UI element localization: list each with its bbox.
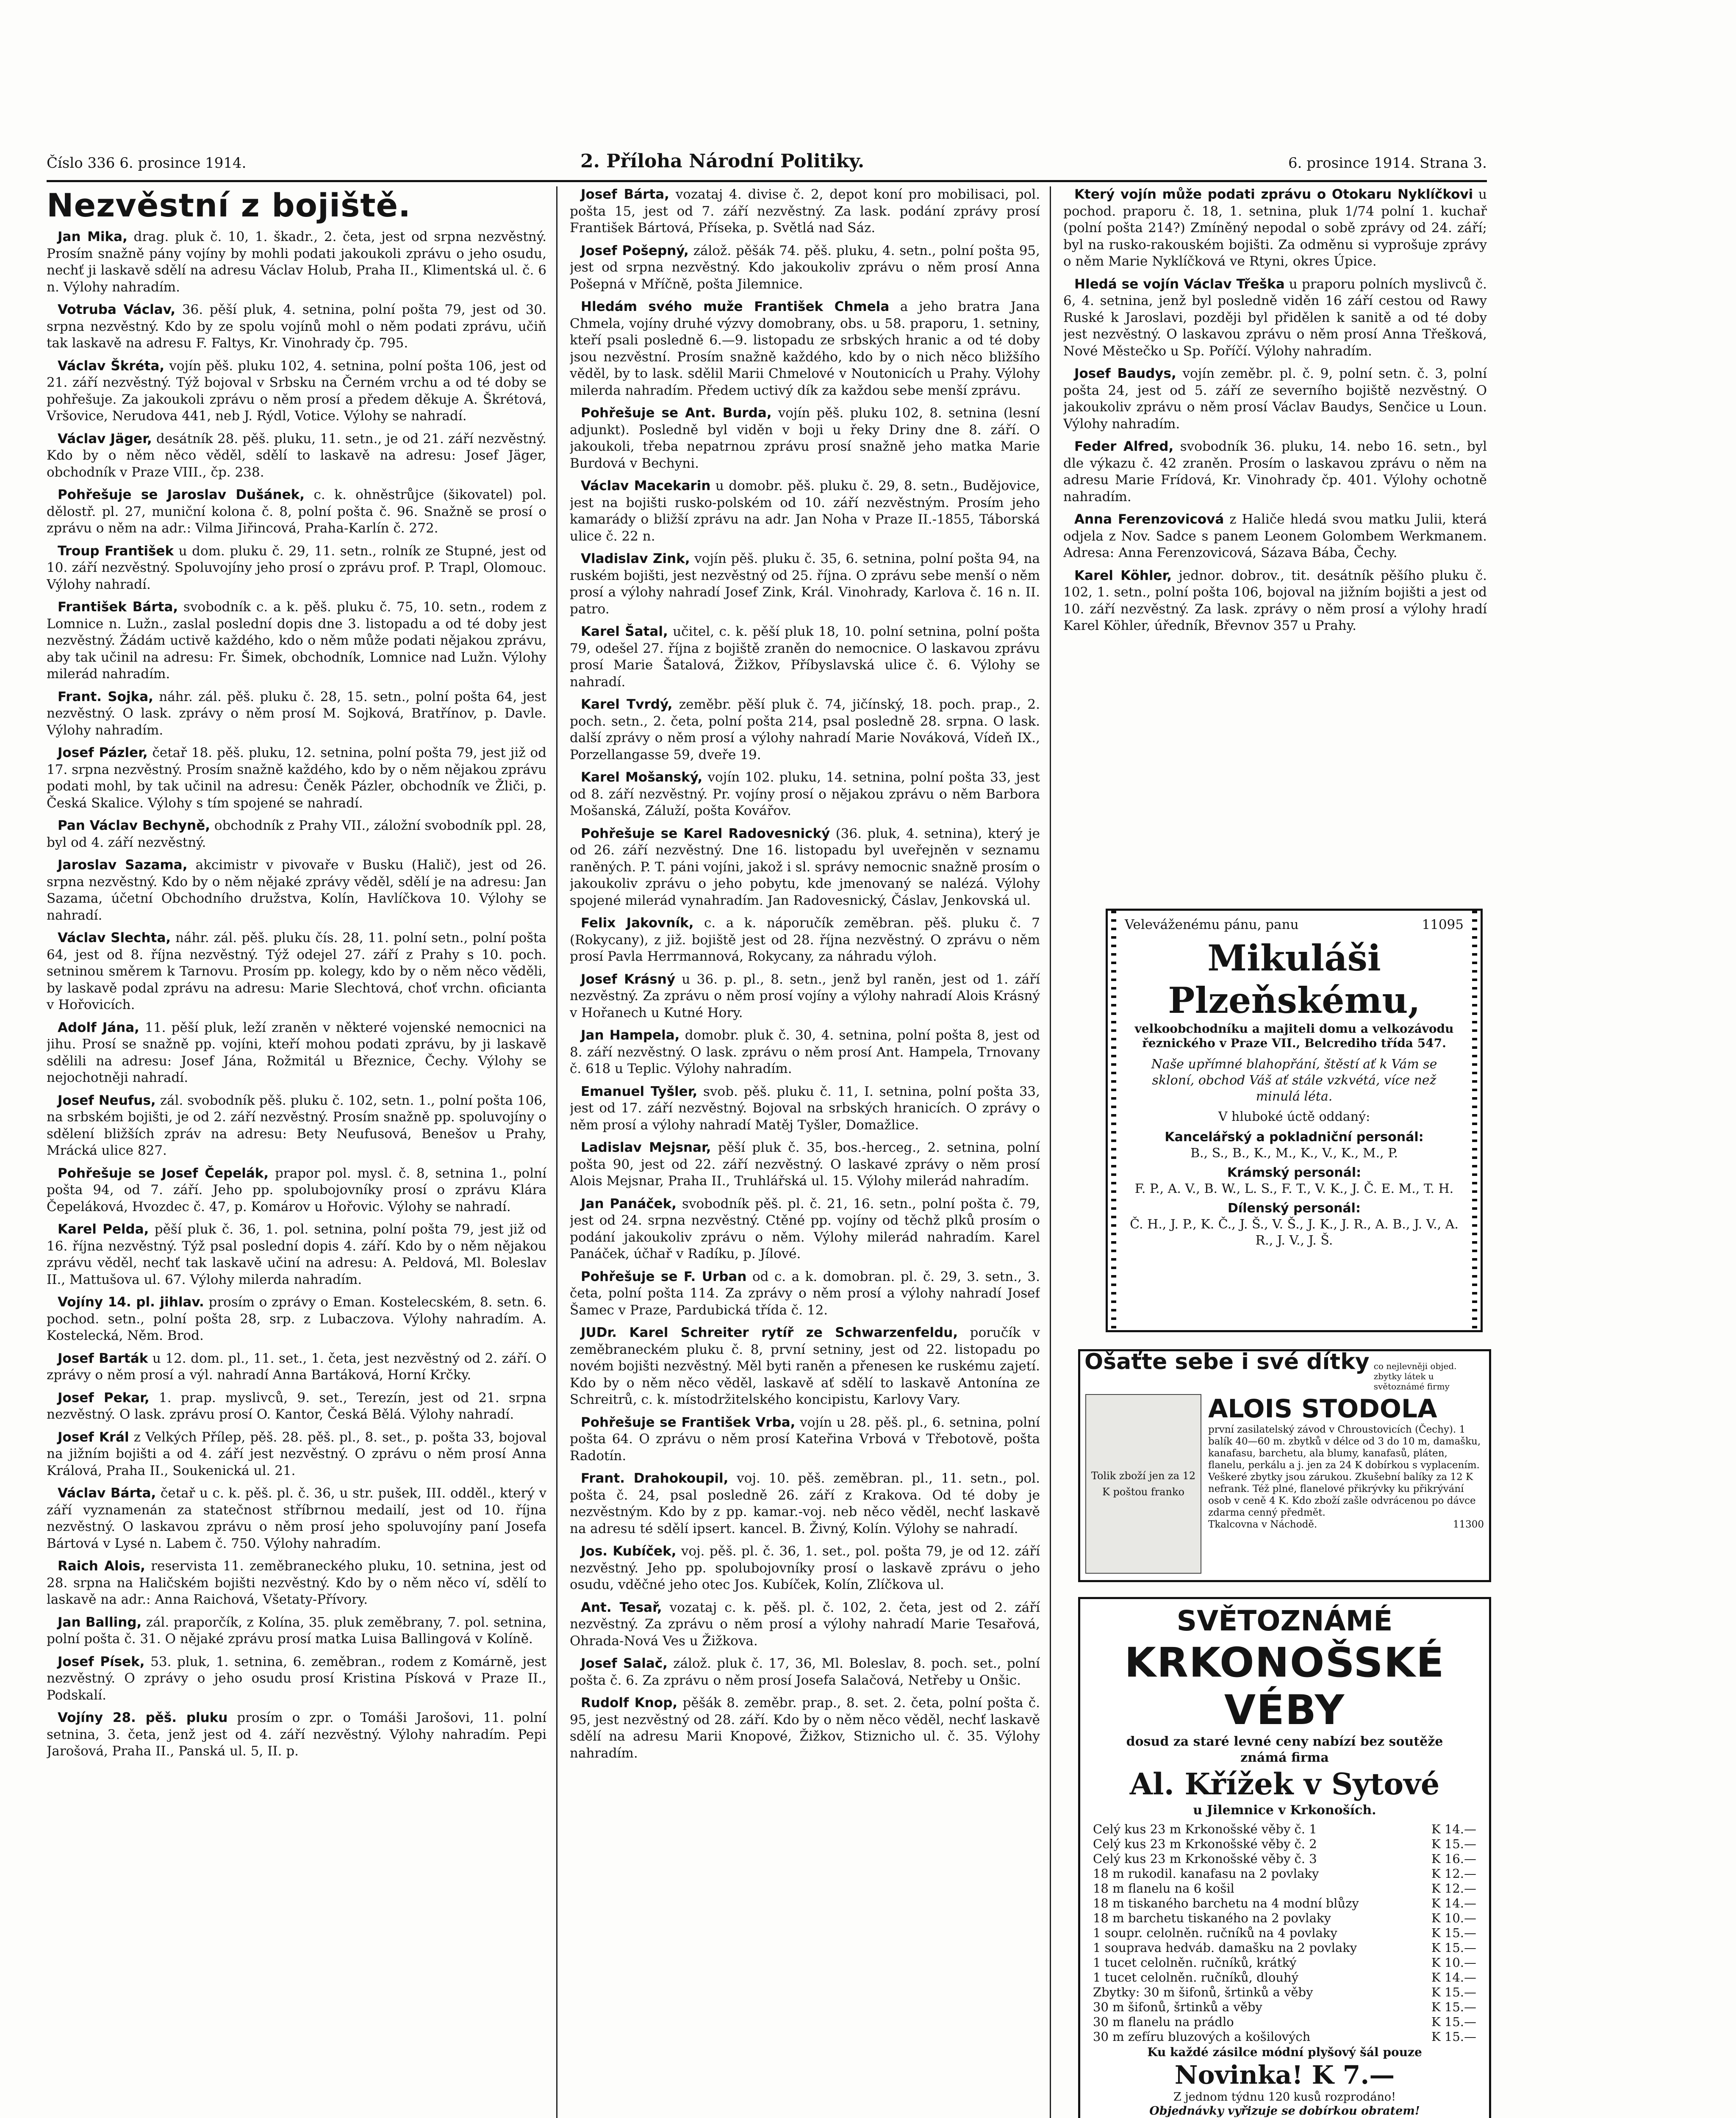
ad1-respect: V hluboké úctě oddaný: [1218,1109,1370,1124]
notice-text: vozataj 4. divise č. 2, depot koní pro mobilisaci, pol. pošta 15, jest od 7. září nezvěstný. Za lask. podání zprávy prosí František Bártová, Příseka, p. Světlá nad Sáz. [570,187,1040,236]
notice-list-col1 [47,229,546,1760]
price-value: K 15.— [1431,1985,1476,1999]
ad2-illustration [1085,1394,1201,1574]
ad2-headline-note: co nejlevněji objed. zbytky látek u světoznámé firmy [1373,1361,1457,1392]
ad-stodola [1078,1349,1491,1582]
price-row [1080,1926,1489,1941]
notice-text: od c. a k. domobran. pl. č. 29, 3. setn., 3. četa, polní pošta 114. Za zprávy o něm prosí a výlohy nahradí Josef Šamec v Praze, Pardubická třída č. 12. [570,1269,1040,1318]
notice-text: 1. prap. myslivců, 9. set., Terezín, jest od 21. srpna nezvěstný. O lask. zprávu prosí O. Kantor, Česká Bělá. Výlohy nahradí. [47,1390,546,1422]
notice-text: a jeho bratra Jana Chmela, vojíny druhé výzvy domobrany, obs. u 58. praporu, 1. setniny, kteří psali posledně 6.—9. listopadu ze srbských hranic a od té doby jsou nezvěstní. Prosím snažně každého, kdo by o nich něco bližšího věděl, by to lask. sdělil Marii Chmelové v Noutonicích u Prahy. Výlohy milerda nahradím. Předem uctivý dík za každou sebe menší zprávu. [570,299,1040,398]
notice-item [570,696,1040,763]
notice-item [570,1196,1040,1263]
notice-text: prosím o zpr. o Tomáši Jarošovi, 11. polní setnina, 3. četa, jenž jest od 4. září nezvěstný. Výlohy nahradím. Pepi Jarošová, Praha II., Panská ul. 5, II. p. [47,1710,546,1759]
price-row [1080,1970,1489,1985]
notice-name: Jan Panáček, [581,1196,677,1211]
notice-list-col3 [1063,186,1487,635]
notice-text: 11. pěší pluk, leží zraněn v některé vojenské nemocnici na jihu. Prosí se snažně pp. vojíni, kteří mohou podati zprávu, by ji laskavě sdělili na adresu: Josef Jána, Rožmitál u Březnice, Čechy. Výlohy se nejochotněji nahradí. [47,1020,546,1085]
notice-name: Frant. Sojka, [58,689,153,704]
ad2-headline: Ošaťte sebe i své dítky [1084,1349,1370,1375]
ad3-line1: SVĚTOZNÁMÉ [1176,1605,1393,1637]
price-row [1080,2029,1489,2044]
notice-item [47,358,546,425]
ad3-line2: KRKONOŠSKÉ VÉBY [1124,1639,1445,1734]
price-label: 18 m rukodil. kanafasu na 2 povlaky [1093,1866,1319,1881]
notice-item [47,1092,546,1159]
notice-item [47,1429,546,1480]
notice-item [47,1165,546,1216]
ad1-workshop-label: Dílenský personál: [1228,1201,1361,1216]
notice-item [570,624,1040,690]
price-value: K 12.— [1431,1866,1476,1881]
notice-item [47,1390,546,1423]
notice-name: Josef Pázler, [58,745,148,760]
notice-name: Pohřešuje se Jaroslav Dušánek, [58,487,305,502]
notice-item [570,1470,1040,1537]
notice-item [47,599,546,683]
price-label: Celý kus 23 m Krkonošské věby č. 2 [1093,1837,1317,1851]
column-divider-1 [556,186,557,2118]
notice-item [1063,568,1487,635]
notice-name: Josef Písek, [58,1654,145,1669]
notice-text: u praporu polních myslivců č. 6, 4. setnina, jenž byl posledně viděn 16 září cestou od Rawy Ruské k Jaroslavi, později byl přidělen k sanitě a od té doby jest nezvěstný. O laskavou zprávu o něm prosí Anna Třešková, Nové Městečko u Sp. Poříčí. Výlohy nahradím. [1063,276,1487,359]
notice-list-col2 [570,186,1040,1762]
price-row [1080,1837,1489,1852]
notice-item [570,1695,1040,1762]
price-label: 30 m flanelu na prádlo [1093,2015,1234,2029]
notice-name: Jan Mika, [58,229,128,244]
notice-item [570,243,1040,293]
notice-text: zeměbr. pěší pluk č. 74, jičínský, 18. poch. prap., 2. poch. setn., 2. četa, polní pošta 214, psal posledně 28. srpna. O lask. další zprávy o něm prosí a výlohy nahradí Marie Nováková, Vídeň IX., Porzellangasse 59, dveře 19. [570,697,1040,762]
notice-name: Vojíny 28. pěš. pluku [58,1710,228,1725]
notice-text: pěšák 8. zeměbr. prap., 8. set. 2. četa, polní pošta č. 95, jest nezvěstný od 28. září. Kdo by o něm něco věděl, nechť laskavě sdělí na adresu Marii Knopové, Žižkov, Stiznicho ul. č. 35. Výlohy nahradím. [570,1695,1040,1761]
notice-item [47,1614,546,1648]
price-label: 18 m tiskaného barchetu na 4 modní blůzy [1093,1896,1359,1910]
notice-item [47,302,546,352]
notice-name: Pohřešuje se František Vrba, [581,1414,796,1430]
notice-text: jednor. dobrov., tit. desátník pěšího pluku č. 102, 1. setn., polní pošta 106, bojoval na jižním bojišti a jest od 10. září nezvěstný. Za lask. zprávy o něm prosí a výlohy hradí Karel Köhler, úředník, Břevnov 357 u Prahy. [1063,568,1487,633]
notice-item [570,478,1040,545]
ad1-wish: Naše upřímné blahopřání, štěstí ať k Vám se skloní, obchod Váš ať stále vzkvétá, více než minulá léta. [1151,1057,1437,1104]
notice-item [47,689,546,739]
ad1-greeting: Veleváženému pánu, panu [1125,917,1299,932]
ad3-weekly: Z jednom týdnu 120 kusů rozprodáno! [1173,2090,1396,2104]
column-1 [47,186,546,2118]
notice-item [47,1654,546,1704]
price-row [1080,1822,1489,1837]
price-label: 30 m šifonů, šrtinků a věby [1093,2000,1262,2014]
notice-text: (36. pluk, 4. setnina), který je od 26. září nezvěstný. Dne 16. listopadu byl uveřejněn v seznamu raněných. P. T. páni vojíni, jakož i sl. správy nemocnic snažně prosím o jakoukoliv zprávu o jeho pobytu, kde jmenovaný se nalézá. Výlohy spojené milerád vynahradím. Jan Radovesnický, Čáslav, Jenkovská ul. [570,826,1040,908]
notice-item [570,186,1040,237]
notice-name: Adolf Jána, [58,1020,139,1035]
dot-border-right [1472,911,1477,1330]
notice-text: obchodník z Prahy VII., záložní svobodník ppl. 28, byl od 4. září nezvěstný. [47,818,546,850]
notice-text: pěší pluk č. 35, bos.-herceg., 2. setnina, polní pošta 90, jest od 22. září nezvěstný. O laskavé zprávy o něm prosí Alois Mejsnar, Praha II., Truhlářská ul. 15. Výlohy milerád nahradím. [570,1140,1040,1189]
notice-name: Ant. Tesař, [581,1600,662,1615]
price-row [1080,1866,1489,1881]
ad1-name: Mikuláši Plzeňskému, [1168,937,1420,1021]
section-title: Nezvěstní z bojiště. [47,186,411,224]
notice-item [47,229,546,296]
notice-name: Josef Baudys, [1074,366,1176,381]
price-value: K 15.— [1431,2029,1476,2044]
date-page-number: 6. prosince 1914. Strana 3. [1288,155,1487,172]
notice-name: Pohřešuje se Karel Radovesnický [581,826,830,841]
notice-name: Anna Ferenzovicová [1074,512,1224,527]
notice-name: Karel Pelda, [58,1222,149,1237]
notice-text: pěší pluk č. 36, 1. pol. setnina, polní pošta 79, jest již od 16. října nezvěstný. Týž psal poslední dopis 4. září. Kdo by o něm nějakou zprávu věděl, nechť tak laskavě učiní na adresu: A. Peldová, Ml. Boleslav II., Mattušova ul. 67. Výlohy milerda nahradím. [47,1222,546,1287]
notice-name: JUDr. Karel Schreiter rytíř ze Schwarzenfeldu, [581,1325,958,1340]
notice-name: Hledá se vojín Václav Třeška [1074,276,1285,292]
notice-name: Feder Alfred, [1074,439,1174,454]
notice-text: reservista 11. zeměbraneckého pluku, 10. setnina, jest od 28. srpna na Haličském bojišti nezvěstný. Kdo by o něm něco ví, sdělí to laskavě na adr.: Anna Raichová, Všetaty-Přívory. [47,1558,546,1607]
price-label: 18 m flanelu na 6 košil [1093,1881,1234,1896]
notice-text: z Haliče hledá svou matku Julii, která odjela z Nov. Sadce s panem Leonem Golombem Werkmanem. Adresa: Anna Ferenzovicová, Sázava Bába, Čechy. [1063,512,1487,560]
notice-text: domobr. pluk č. 30, 4. setnina, polní pošta 8, jest od 8. září nezvěstný. O lask. zprávu o něm prosí Ant. Hampela, Trnovany č. 618 u Teplic. Výlohy nahradím. [570,1028,1040,1076]
price-row [1080,2000,1489,2015]
notice-name: Jos. Kubíček, [581,1544,677,1559]
ad2-body: první zasilatelský závod v Chroustovicích (Čechy). 1 balík 40—60 m. zbytků v délce od 3 do 10 m, damašku, kanafasu, barchetu, ala blumy, kanafasů, pláten, flanelu, perkálu a j. jen za 24 K dobírkou s vyplacením. Veškeré zbytky jsou zárukou. Zkušební balíky za 12 K nefrank. Též plné, flanelové přikrývky ku přikrývání osob v ceně 4 K. Kdo zboží zašle odvrácenou po dávce zdarma cenný předmět. [1208,1424,1481,1518]
notice-item [47,1221,546,1288]
notice-text: z Velkých Přílep, pěš. 28. pěš. pl., 8. set., p. pošta 33, bojoval na jižním bojišti a od 4. září jest nezvěstný. O zprávu o něm prosí Anna Králová, Praha II., Soukenická ul. 21. [47,1429,546,1478]
price-value: K 10.— [1431,1911,1476,1925]
notice-item [47,1485,546,1552]
notice-text: prapor pol. mysl. č. 8, setnina 1., polní pošta 94, od 7. září. Jeho pp. spolubojovníky prosí o zprávu Klára Čepeláková, Hvozdec č. 47, p. Komárov u Hořovic. Výlohy se nahradí. [47,1165,546,1214]
ad-krkonosske-veby [1078,1597,1491,2118]
notice-name: Který vojín může podati zprávu o Otokaru Nyklíčkovi [1074,187,1473,202]
notice-name: Josef Pekar, [58,1390,150,1406]
notice-name: Jaroslav Sazama, [58,857,188,873]
notice-text: svobodník c. a k. pěš. pluku č. 75, 10. setn., rodem z Lomnice n. Lužn., zaslal poslední dopis dne 3. listopadu a od té doby jest nezvěstný. Žádám uctivě každého, kdo o něm může podati nějakou zprávu, aby tak učinil na adresu: Fr. Šimek, obchodník, Lomnice nad Lužn. Výlohy milerád nahradím. [47,599,546,682]
notice-text: vojín 102. pluku, 14. setnina, polní pošta 33, jest od 8. září nezvěstný. Pr. vojíny prosí o nějakou zprávu o něm Barbora Mošanská, Záluží, pošta Kovářov. [570,770,1040,818]
price-value: K 15.— [1431,2000,1476,2014]
column-2 [570,186,1040,2118]
notice-name: Josef Pošepný, [581,243,689,258]
notice-item [570,971,1040,1022]
notice-item [570,1325,1040,1408]
ad1-subtitle: velkoobchodníku a majiteli domu a velkozávodu řeznického v Praze VII., Belcrediho třída 547. [1134,1022,1454,1050]
notice-item [570,1414,1040,1465]
header-rule [47,180,1487,182]
notice-item [570,1084,1040,1134]
notice-text: vojín pěš. pluku 102, 4. setnina, polní pošta 106, jest od 21. září nezvěstný. Týž bojoval v Srbsku na Černém vrchu a od té doby se pohřešuje. Za jakoukoli zprávu o něm prosí a předem děkuje A. Škrétová, Vršovice, Nerudova 441, neb J. Rýdl, Votice. Výlohy se nahradí. [47,358,546,424]
notice-text: akcimistr v pivovaře v Busku (Halič), jest od 26. srpna nezvěstný. Kdo by o něm nějaké zprávy věděl, sdělí je na adresu: Jan Sazama, účetní Obchodního družstva, Kolín, Havlíčkova 10. Výlohy se nahradí. [47,857,546,923]
notice-name: Ladislav Mejsnar, [581,1140,711,1155]
notice-text: zál. svobodník pěš. pluku č. 102, setn. 1., polní pošta 106, na srbském bojišti, je od 2. září nezvěstný. Prosím snažně pp. spoluvojíny o sdělení bližších zpráv na adresu: Bety Neufusová, Benešov u Prahy, Mrácká ulice 827. [47,1092,546,1158]
notice-name: Emanuel Tyšler, [581,1084,698,1099]
notice-item [47,1350,546,1384]
price-value: K 14.— [1431,1822,1476,1836]
notice-text: zál. praporčík, z Kolína, 35. pluk zeměbrany, 7. pol. setnina, polní pošta č. 31. O nějaké zprávu prosí matka Luisa Ballingová v Kolíně. [47,1614,546,1647]
notice-text: náhr. zál. pěš. pluku čís. 28, 11. polní setn., polní pošta 64, jest od 8. října nezvěstný. Týž odejel 27. září z Prahy s 10. poch. setninou směrem k Tarnovu. Prosím pp. kolegy, kdo by o něm něco věděli, by laskavě podal zprávu na adresu: Marie Slechtová, choť vrchn. oficianta v Hořovicích. [47,930,546,1012]
price-value: K 10.— [1431,1955,1476,1970]
notice-text: četař 18. pěš. pluku, 12. setnina, polní pošta 79, jest již od 17. srpna nezvěstný. Prosím snažně každého, kdo by o něm nějakou zprávu podati mohl, by tak učinil na adresu: Čeněk Pázler, obchodník ve Žliči, p. Česká Skalice. Výlohy s tím spojené se nahradí. [47,745,546,811]
notice-name: Václav Macekarin [581,478,711,493]
notice-text: drag. pluk č. 10, 1. škadr., 2. četa, jest od srpna nezvěstný. Prosím snažně pány vojíny by mohli podati jakoukoli zprávu o jeho osudu, nechť ji laskavě sdělí na adresu Václav Holub, Praha II., Klimentská ul. č. 6 n. Výlohy nahradím. [47,229,546,295]
notice-item [47,857,546,924]
notice-item [570,405,1040,472]
notice-name: Karel Mošanský, [581,770,703,785]
ad2-company: ALOIS STODOLA [1208,1394,1437,1424]
price-value: K 14.— [1431,1896,1476,1910]
price-row [1080,1955,1489,1970]
notice-item [570,769,1040,820]
notice-name: Votruba Václav, [58,302,176,317]
notice-name: Raich Alois, [58,1558,145,1574]
dot-border-left [1111,911,1116,1330]
notice-item [1063,511,1487,562]
page-header [47,150,1487,176]
price-row [1080,1852,1489,1866]
price-value: K 12.— [1431,1881,1476,1896]
notice-name: Vojíny 14. pl. jihlav. [58,1295,204,1310]
notice-name: Rudolf Knop, [581,1695,678,1710]
price-value: K 15.— [1431,1926,1476,1940]
notice-item [1063,438,1487,505]
price-value: K 15.— [1431,2015,1476,2029]
notice-text: poručík v zeměbraneckém pluku č. 8, první setniny, jest od 22. listopadu po novém bojišti nezvěstný. Měl byti raněn a přenesen ke ruskému zajetí. Kdo by o něm něco věděl, laskavě ať sdělí to laskavě Antonína ze Schreitrů, c. k. místodržitelského koncipistu, Karlovy Vary. [570,1325,1040,1407]
price-label: 1 tucet celolněn. ručníků, krátký [1093,1955,1297,1970]
ad3-price-list [1080,1822,1489,2044]
notice-text: u domobr. pěš. pluku č. 29, 8. setn., Budějovice, jest na bojišti rusko-polském od 10. září nezvěstným. Prosím jeho kamarády o bližší zprávu na adr. Jan Noha v Praze II.-1855, Táborská ulice č. 22 n. [570,478,1040,544]
notice-text: u dom. pluku č. 29, 11. setn., rolník ze Stupné, jest od 10. září nezvěstný. Spoluvojíny jeho prosí o zprávu prof. P. Trapl, Olomouc. Výlohy nahradí. [47,543,546,592]
notice-text: prosím o zprávy o Eman. Kostelecském, 8. setn. 6. pochod. setn., polní pošta 28, srp. z Lubaczova. Výlohy nahradím. A. Kostelecká, Něm. Brod. [47,1295,546,1343]
ad1-shop-label: Krámský personál: [1227,1165,1362,1180]
notice-item [47,930,546,1014]
notice-name: Vladislav Zink, [581,551,690,566]
notice-name: Václav Škréta, [58,358,165,374]
notice-name: Josef Salač, [581,1656,668,1671]
ad1-workshop-names: Č. H., J. P., K. Č., J. Š., V. Š., J. K., J. R., A. B., J. V., A. R., J. V., J. Š. [1130,1217,1459,1248]
notice-item [1063,186,1487,270]
notice-name: Josef Krásný [581,971,676,987]
price-value: K 16.— [1431,1852,1476,1866]
notice-item [47,1710,546,1760]
notice-text: svob. pěš. pluku č. 11, I. setnina, polní pošta 33, jest od 17. září nezvěstný. Bojoval na srbských hranicích. O zprávy o něm prosí a výlohy nahradí Matěj Tyšler, Domažlice. [570,1084,1040,1133]
ad3-line3: dosud za staré levné ceny nabízí bez soutěže známá firma [1126,1734,1443,1765]
notice-item [570,1543,1040,1594]
price-row [1080,1941,1489,1955]
price-label: 30 m zefíru bluzových a košilových [1093,2029,1311,2044]
column-3 [1063,186,1487,907]
masthead-title: 2. Příloha Národní Politiky. [580,150,865,172]
notice-item [47,1558,546,1608]
notice-item [570,826,1040,909]
ad3-firm: Al. Křížek v Sytové [1129,1766,1440,1802]
notice-name: Jan Balling, [58,1614,142,1630]
notice-text: voj. 10. pěš. zeměbran. pl., 11. setn., pol. pošta č. 24, psal posledně 26. září z Krakova. Od té doby je nezvěstným. Kdo by z pp. kamar.-voj. neb něco věděl, nechť laskavě na adresu té sdělí ipsert. kancel. B. Živný, Kolín. Výlohy se nahradí. [570,1471,1040,1536]
notice-name: Josef Král [58,1429,129,1445]
notice-name: Hledám svého muže František Chmela [581,299,890,314]
notice-text: četař u c. k. pěš. pl. č. 36, u str. pušek, III. odděl., který v září vyznamenán za statečnost stříbrnou medailí, jest od 10. října nezvěstný. O laskavou zprávu o něm prosí jeho spoluvojíny paní Josefa Bártová v Lysé n. Labem č. 750. Výlohy nahradím. [47,1486,546,1551]
notice-item [1063,276,1487,360]
price-label: Zbytky: 30 m šifonů, šrtinků a věby [1093,1985,1313,1999]
price-row [1080,2015,1489,2029]
notice-name: Pohřešuje se Ant. Burda, [581,405,772,421]
notice-text: vozataj c. k. pěš. pl. č. 102, 2. četa, jest od 2. září nezvěstný. Za zprávu o něm prosí a výlohy nahradí Marie Tesařová, Ohrada-Nová Ves u Žižkova. [570,1600,1040,1649]
notice-name: Václav Jäger, [58,431,152,446]
notice-name: Felix Jakovník, [581,915,694,931]
column-divider-2 [1050,186,1051,2118]
ad1-office-names: B., S., B., K., M., K., V., K., M., P. [1190,1146,1398,1161]
notice-text: c. a k. náporučík zeměbran. pěš. pluku č. 7 (Rokycany), z již. bojiště jest od 28. října nezvěstný. O zprávu o něm prosí Pavla Herrmannová, Rokycany, za náhradu výloh. [570,915,1040,964]
notice-item [47,431,546,481]
notice-text: vojín zeměbr. pl. č. 9, polní setn. č. 3, polní pošta 24, jest od 5. září ze severního bojiště nezvěstný. O jakoukoliv zprávu o něm prosí Václav Baudys, Senčice u Loun. Výlohy nahradím. [1063,366,1487,432]
price-label: 1 soupr. celolněn. ručníků na 4 povlaky [1093,1926,1337,1940]
notice-text: voj. pěš. pl. č. 36, 1. set., pol. pošta 79, je od 12. září nezvěstný. Jeho pp. spolubojovníky prosí o laskavě zprávu o jeho osudu, vděčné jeho otec Jos. Kubíček, Kolín, Zlíčkova ul. [570,1544,1040,1592]
ad1-shop-names: F. P., A. V., B. W., L. S., F. T., V. K., J. Č. E. M., T. H. [1134,1181,1454,1196]
ad2-code: 11300 [1453,1519,1484,1530]
notice-item [570,1269,1040,1319]
issue-number: Číslo 336 6. prosince 1914. [47,155,247,172]
price-value: K 15.— [1431,1941,1476,1955]
notice-item [47,1294,546,1345]
notice-text: učitel, c. k. pěší pluk 18, 10. polní setnina, polní pošta 79, odešel 27. října z bojiště zraněn do nemocnice. O laskavou zprávu prosí Marie Šatalová, Žižkov, Příbyslavská ulice č. 6. Výlohy se nahradí. [570,624,1040,690]
notice-text: u 12. dom. pl., 11. set., 1. četa, jest nezvěstný od 2. září. O zprávy o něm prosí a výl. nahradí Anna Bartáková, Horní Krčky. [47,1350,546,1383]
notice-text: zálož. pěšák 74. pěš. pluku, 4. setn., polní pošta 95, jest od srpna nezvěstný. Kdo jakoukoliv zprávu o něm prosí Anna Pošepná v Mříčně, pošta Jilemnice. [570,243,1040,292]
notice-item [570,1600,1040,1650]
notice-text: svobodník 36. pluku, 14. nebo 16. setn., byl dle výkazu č. 42 zraněn. Prosím o laskavou zprávu o něm na adresu Marie Frídová, Kr. Vinohrady čp. 401. Výlohy ochotně nahradím. [1063,439,1487,505]
notice-item [47,818,546,851]
price-row [1080,1911,1489,1926]
notice-item [47,1020,546,1087]
price-label: 1 souprava hedváb. damašku na 2 povlaky [1093,1941,1357,1955]
notice-name: Josef Neufus, [58,1092,156,1108]
price-row [1080,1881,1489,1896]
notice-item [570,551,1040,618]
price-label: 18 m barchetu tiskaného na 2 povlaky [1093,1911,1331,1925]
price-row [1080,1896,1489,1911]
notice-text: 53. pluk, 1. setnina, 6. zeměbran., rodem z Komárně, jest nezvěstný. O zprávy o jeho osudu prosí Kristina Písková v Praze II., Podskalí. [47,1654,546,1703]
price-value: K 14.— [1431,1970,1476,1985]
ad2-footer: Tkalcovna v Náchodě. [1208,1519,1317,1530]
ad2-art-label: Tolik zboží jen za 12 K poštou franko [1091,1470,1196,1498]
notice-item [47,543,546,593]
notice-name: Pan Václav Bechyně, [58,818,211,833]
ad-congratulation [1106,909,1483,1332]
notice-name: Václav Bárta, [58,1486,156,1501]
price-value: K 15.— [1431,1837,1476,1851]
notice-name: Karel Tvrdý, [581,697,673,712]
notice-name: Jan Hampela, [581,1028,680,1043]
notice-text: zálož. pluk č. 17, 36, Ml. Boleslav, 8. poch. set., polní pošta č. 6. Za zprávu o něm prosí Josefa Salačová, Netřeby u Onšic. [570,1656,1040,1688]
notice-item [570,1027,1040,1078]
notice-item [47,745,546,812]
ad1-office-label: Kancelářský a pokladniční personál: [1165,1130,1424,1145]
notice-name: Pohřešuje se Josef Čepelák, [58,1165,269,1181]
notice-item [570,299,1040,399]
ad1-code: 11095 [1422,917,1464,932]
notice-text: náhr. zál. pěš. pluku č. 28, 15. setn., polní pošta 64, jest nezvěstný. O lask. zprávy o něm prosí M. Sojková, Bratřínov, p. Davle. Výlohy nahradím. [47,689,546,738]
price-label: Celý kus 23 m Krkonošské věby č. 3 [1093,1852,1317,1866]
ad3-novinka: Novinka! K 7.— [1174,2060,1395,2090]
notice-text: vojín pěš. pluku 102, 8. setnina (lesní adjunkt). Posledně byl viděn v boji u řeky Driny dne 8. září. O jakoukoli, třeba nepatrnou zprávu prosí snažně jeho matka Marie Burdová v Bechyni. [570,405,1040,471]
notice-item [570,915,1040,965]
notice-item [1063,366,1487,432]
notice-text: 36. pěší pluk, 4. setnina, polní pošta 79, jest od 30. srpna nezvěstný. Kdo by ze spolu vojínů mohl o něm podati zprávu, učiň tak laskavě na adresu F. Faltys, Kr. Vinohrady čp. 795. [47,302,546,351]
notice-text: u 36. p. pl., 8. setn., jenž byl raněn, jest od 1. září nezvěstný. Za zprávu o něm prosí vojíny a výlohy nahradí Alois Krásný v Hořanech u Kutné Hory. [570,971,1040,1020]
price-label: 1 tucet celolněn. ručníků, dlouhý [1093,1970,1299,1985]
notice-text: u pochod. praporu č. 18, 1. setnina, pluk 1/74 polní 1. kuchař (polní pošta 214?) Zmíněný nepodal o sobě zprávy od 24. září; byl na rusko-rakouském bojišti. Za odměnu si vyprošuje zprávy o něm Marie Nyklíčková ve Rtyni, okres Úpice. [1063,187,1487,269]
notice-name: Karel Köhler, [1074,568,1172,583]
notice-item [47,487,546,537]
notice-text: svobodník pěš. pl. č. 21, 16. setn., polní pošta č. 79, jest od 24. srpna nezvěstný. Ctěné pp. vojíny od těchž plků prosím o podání jakoukoliv zprávu o něm. Výlohy milerád nahradím. Karel Panáček, účhař v Radíku, p. Jílové. [570,1196,1040,1261]
ad3-gift: Ku každé zásilce módní plyšový šál pouze [1147,2045,1422,2059]
notice-text: desátník 28. pěš. pluku, 11. setn., je od 21. září nezvěstný. Kdo by o něm něco věděl, sdělí to laskavě na adresu: Josef Jäger, obchodník v Praze VIII., čp. 238. [47,431,546,480]
ad3-place: u Jilemnice v Krkonoších. [1193,1803,1376,1818]
notice-name: František Bárta, [58,599,178,615]
notice-name: Josef Bárta, [581,187,669,202]
notice-name: Karel Šatal, [581,624,668,639]
notice-text: vojín pěš. pluku č. 35, 6. setnina, polní pošta 94, na ruském bojišti, jest nezvěstný od 25. října. O zprávu sebe menší o něm prosí a výlohy nahradí Josef Zink, Král. Vinohrady, Karlova č. 16 n. II. patro. [570,551,1040,617]
notice-text: vojín u 28. pěš. pl., 6. setnina, polní pošta 64. O zprávu o něm prosí Kateřina Vrbová v Třebotově, pošta Radotín. [570,1414,1040,1464]
notice-item [570,1139,1040,1190]
notice-name: Josef Barták [58,1350,148,1366]
notice-item [570,1655,1040,1689]
notice-name: Frant. Drahokoupil, [581,1471,729,1486]
notice-name: Troup František [58,543,174,559]
price-label: Celý kus 23 m Krkonošské věby č. 1 [1093,1822,1317,1836]
price-row [1080,1985,1489,2000]
notice-name: Pohřešuje se F. Urban [581,1269,747,1284]
notice-text: c. k. ohněstrůjce (šikovatel) pol. dělostř. pl. 27, muniční kolona č. 8, polní pošta č. 96. Snažně se prosí o zprávu o něm na adr.: Vilma Jiřincová, Praha-Karlín č. 272. [47,487,546,536]
notice-name: Václav Slechta, [58,930,171,945]
ad3-order: Objednávky vyřizuje se dobírkou obratem! [1149,2104,1420,2118]
